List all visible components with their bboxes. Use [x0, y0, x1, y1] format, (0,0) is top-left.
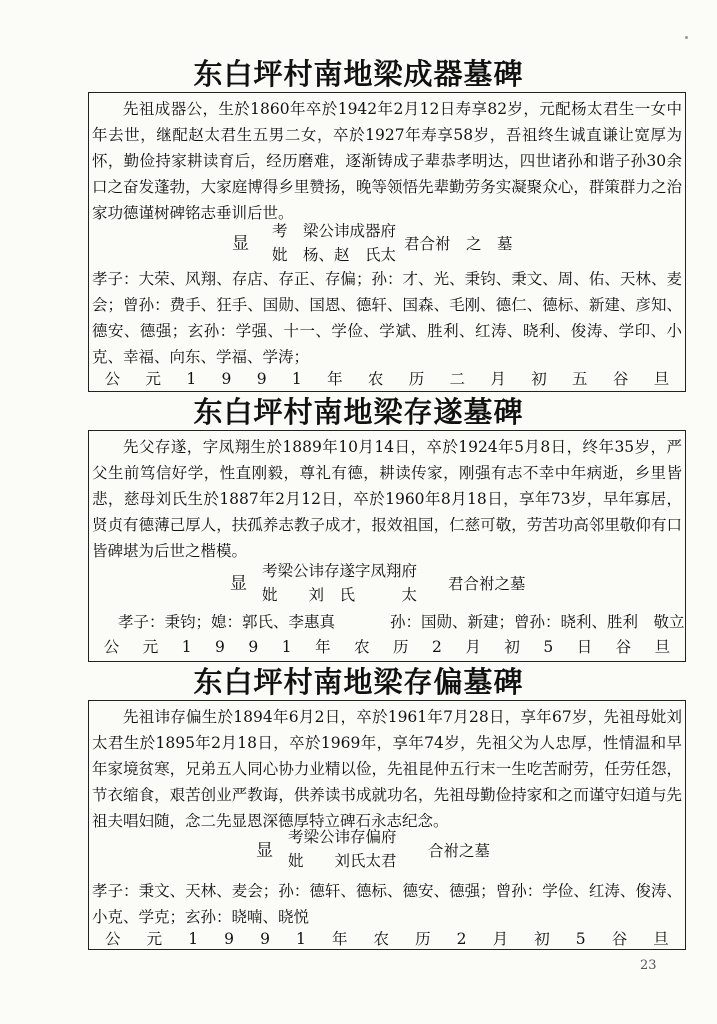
section-1-body: 先祖成器公，生於1860年卒於1942年2月12日寿享82岁，元配杨太君生一女中年去世，继配赵太君生五男二女，卒於1927年寿享58岁，吾祖终生诚直谦让宽厚为怀，勤俭持家耕读育后，经历磨难，逐渐铸成子辈恭孝明达，四世诸孙和谐子孙30余口之奋发蓬勃，大家庭博得乡里赞扬，晚等领悟先辈勤劳务实凝聚众心，群策群力之治家功德谨树碑铭志垂训后世。	[92, 100, 682, 222]
era-char: 公	[103, 638, 120, 656]
section-2-filial-a: 孝子：秉钧；媳：郭氏、李惠真	[118, 613, 336, 631]
section-1-title: 东白坪村南地梁成器墓碑	[193, 57, 524, 91]
era-char: 日	[576, 638, 593, 656]
era-char: 公	[105, 930, 121, 948]
section-2-junhe: 君合祔之墓	[448, 575, 526, 593]
era-char: 元	[145, 370, 161, 388]
era-char: 历	[408, 370, 425, 388]
era-char: 9	[215, 638, 225, 656]
era-char: 5	[543, 638, 554, 656]
era-char: 9	[248, 638, 259, 656]
era-char: 2	[432, 638, 442, 656]
section-3-kao: 考梁公讳存偏府	[288, 828, 397, 846]
era-char: 五	[572, 370, 588, 388]
era-char: 谷	[611, 930, 628, 948]
era-char: 谷	[615, 638, 632, 656]
era-char: 1	[296, 930, 306, 948]
era-char: 2	[456, 930, 467, 948]
era-char: 月	[492, 930, 509, 948]
section-2-era	[92, 636, 682, 658]
section-3-xian: 显	[256, 841, 273, 861]
era-char: 月	[490, 370, 506, 388]
section-1-kao: 考 梁公讳成器府	[272, 222, 397, 240]
era-char: 9	[256, 370, 267, 388]
section-3-body: 先祖讳存偏生於1894年6月2日，卒於1961年7月28日，享年67岁，先祖母妣刘太君生於1895年2月18日，卒於1969年，享年74岁，先祖父为人忠厚，性情温和早年家境贫寒，兄弟五人同心协力业精以俭，先祖昆仲五行末一生吃苦耐劳，任劳任怨，节衣缩食，艰苦创业严教诲，供养读书成就功名，先祖母勤俭持家和之而谨守妇道与先祖夫唱妇随，念二先显恩深德厚特立碑石永志纪念。	[92, 708, 682, 830]
era-char: 农	[354, 638, 370, 656]
section-2-body: 先父存遂，字凤翔生於1889年10月14日，卒於1924年5月8日，终年35岁，严父生前笃信好学，性直刚毅，尊礼有德，耕读传家，刚强有志不幸中年病逝，乡里皆悲，慈母刘氏生於1887年2月12日，卒於1960年8月18日，享年73岁，早年寡居，贤贞有德薄己厚人，扶孤养志教子成才，报效祖国，仁慈可敬，劳苦功高邻里敬仰有口皆碑堪为后世之楷模。	[92, 438, 682, 560]
section-1-era	[92, 368, 682, 390]
era-char: 9	[221, 370, 232, 388]
era-char: 旦	[654, 638, 671, 656]
section-3-filial: 孝子：秉文、天林、麦会；孙：德轩、德标、德安、德强；曾孙：学俭、红涛、俊涛、小克、学克；玄孙：晓喃、晓悦	[92, 882, 682, 926]
era-char: 年	[315, 638, 331, 656]
scan-speck	[685, 36, 688, 39]
era-char: 历	[393, 638, 409, 656]
era-char: 谷	[612, 370, 629, 388]
section-2-xian: 显	[230, 574, 247, 594]
era-char: 初	[531, 370, 547, 388]
era-char: 元	[142, 638, 159, 656]
section-2-title: 东白坪村南地梁存遂墓碑	[193, 395, 524, 429]
section-1-filial: 孝子：大荣、风翔、存店、存正、存偏；孙：才、光、秉钧、秉文、周、佑、天林、麦会；曾孙：费手、狂手、国勋、国恩、德轩、国森、毛刚、德仁、德标、新建、彦知、德安、德强；玄孙：学强、十一、学俭、学斌、胜利、红涛、晓利、俊涛、学印、小克、幸福、向东、学福、学涛；	[92, 270, 682, 366]
era-char: 1	[181, 638, 192, 656]
era-char: 1	[188, 930, 199, 948]
section-2-kao: 考梁公讳存遂字凤翔府	[262, 562, 418, 580]
era-char: 二	[449, 370, 466, 388]
era-char: 5	[575, 930, 586, 948]
section-1-bi: 妣 杨、赵 氏太	[272, 246, 397, 264]
section-2-bi: 妣 刘 氏 太	[262, 586, 418, 604]
section-3-title: 东白坪村南地梁存偏墓碑	[193, 665, 524, 699]
era-char: 元	[146, 930, 163, 948]
era-char: 公	[104, 370, 121, 388]
section-3-era	[92, 928, 682, 950]
era-char: 9	[224, 930, 234, 948]
section-1-xian: 显	[232, 234, 249, 254]
era-char: 历	[415, 930, 431, 948]
section-3-bi: 妣 刘氏太君	[288, 852, 397, 870]
section-1-junhe: 君合祔 之 墓	[404, 235, 513, 253]
era-char: 年	[327, 370, 343, 388]
era-char: 1	[186, 370, 197, 388]
era-char: 1	[291, 370, 302, 388]
era-char: 初	[504, 638, 520, 656]
era-char: 农	[373, 930, 390, 948]
era-char: 旦	[653, 370, 670, 388]
era-char: 1	[281, 638, 292, 656]
era-char: 旦	[653, 930, 669, 948]
section-3-junhe: 合祔之墓	[428, 842, 491, 860]
era-char: 月	[465, 638, 481, 656]
section-2-filial-b: 孙：国勋、新建；曾孙：晓利、胜利 敬立	[390, 613, 685, 631]
era-char: 初	[534, 930, 550, 948]
era-char: 9	[260, 930, 270, 948]
page-number: 23	[640, 958, 657, 973]
era-char: 农	[367, 370, 384, 388]
era-char: 年	[331, 930, 348, 948]
